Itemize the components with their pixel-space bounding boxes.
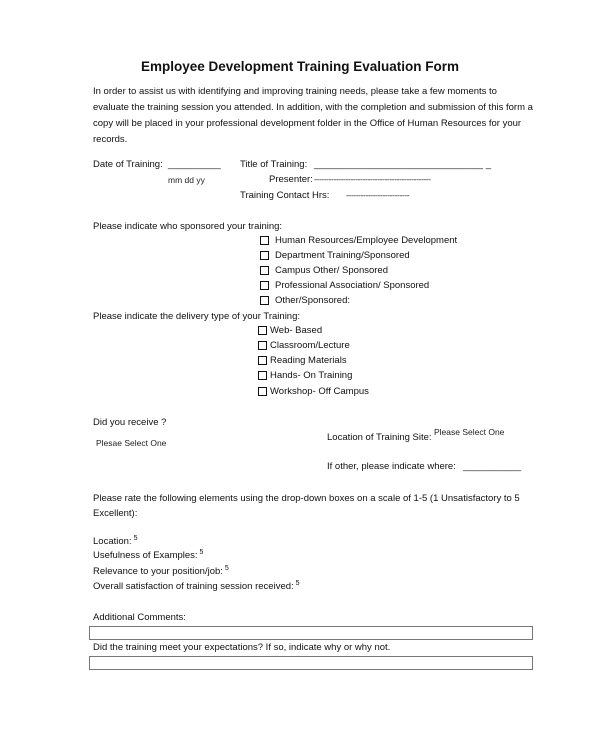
sponsor-option-other[interactable] [260,295,350,306]
checkbox[interactable] [260,296,269,305]
date-field[interactable]: __________ [168,159,221,170]
option-label: Campus Other/ Sponsored [275,265,389,276]
rating-relevance [93,565,229,577]
checkbox[interactable] [260,281,269,290]
presenter-label: Presenter: [269,174,313,185]
option-label: Workshop- Off Campus [270,386,369,397]
checkbox[interactable] [258,326,267,335]
option-label: Professional Association/ Sponsored [275,280,430,291]
rating-select[interactable]: 5 [199,549,204,556]
rating-label: Overall satisfaction of training session received: [93,581,294,593]
expectations-textbox[interactable] [89,656,533,670]
training-title-field[interactable]: ________________________________ _ [314,159,491,170]
receive-label: Did you receive ? [93,417,167,428]
contact-hours-label: Training Contact Hrs: [240,190,330,201]
training-title-label: Title of Training: [240,159,308,170]
date-label: Date of Training: [93,159,163,170]
receive-select[interactable]: Plesae Select One [96,438,167,448]
delivery-option-reading[interactable] [258,355,347,366]
delivery-option-workshop[interactable] [258,386,369,397]
sponsor-question: Please indicate who sponsored your training: [93,221,283,232]
rating-label: Location: [93,536,132,548]
site-select[interactable]: Please Select One [434,427,505,437]
option-label: Classroom/Lecture [270,340,350,351]
option-label: Human Resources/Employee Development [275,235,458,246]
rating-usefulness [93,549,203,561]
checkbox[interactable] [260,236,269,245]
checkbox[interactable] [260,251,269,260]
option-label: Department Training/Sponsored [275,250,410,261]
rating-instruction: Please rate the following elements using the drop-down boxes on a scale of 1-5 (1 Unsatisfactory to 5 Excellent): [93,493,520,519]
rating-select[interactable]: 5 [295,580,300,587]
rating-label: Usefulness of Examples: [93,550,198,562]
sponsor-option-professional[interactable] [260,280,429,291]
intro-paragraph: In order to assist us with identifying and improving training needs, please take a few moments to evaluate the training session you attended. In addition, with the completion and submission of this form a copy will be placed in your professional development folder in the Office of Human Resources for your records. [93,86,533,145]
sponsor-option-hr[interactable] [260,235,457,246]
other-location-label: If other, please indicate where: [327,461,456,472]
delivery-option-web[interactable] [258,325,322,336]
date-format-hint: mm dd yy [168,175,205,185]
delivery-option-hands-on[interactable] [258,370,352,381]
checkbox[interactable] [258,356,267,365]
rating-select[interactable]: 5 [133,535,138,542]
expectations-label: Did the training meet your expectations? If so, indicate why or why not. [93,642,391,653]
checkbox[interactable] [258,341,267,350]
site-label: Location of Training Site: [327,432,432,443]
checkbox[interactable] [258,387,267,396]
comments-label: Additional Comments: [93,612,186,623]
checkbox[interactable] [260,266,269,275]
comments-textbox[interactable] [89,626,533,640]
option-label: Reading Materials [270,355,347,366]
rating-overall [93,580,300,592]
rating-label: Relevance to your position/job: [93,566,223,578]
other-location-field[interactable]: ___________ [463,461,522,472]
rating-select[interactable]: 5 [224,565,229,572]
option-label: Hands- On Training [270,370,353,381]
rating-location [93,535,137,547]
option-label: Web- Based [270,325,323,336]
checkbox[interactable] [258,371,267,380]
presenter-field[interactable]: ------------------------------------------------ [314,174,431,184]
sponsor-option-campus[interactable] [260,265,388,276]
form-title: Employee Development Training Evaluation Form [140,59,460,74]
sponsor-option-department[interactable] [260,250,410,261]
delivery-question: Please indicate the delivery type of your Training: [93,311,301,322]
delivery-option-classroom[interactable] [258,340,350,351]
contact-hours-field[interactable]: -------------------------- [346,190,410,200]
option-label: Other/Sponsored: [275,295,350,306]
